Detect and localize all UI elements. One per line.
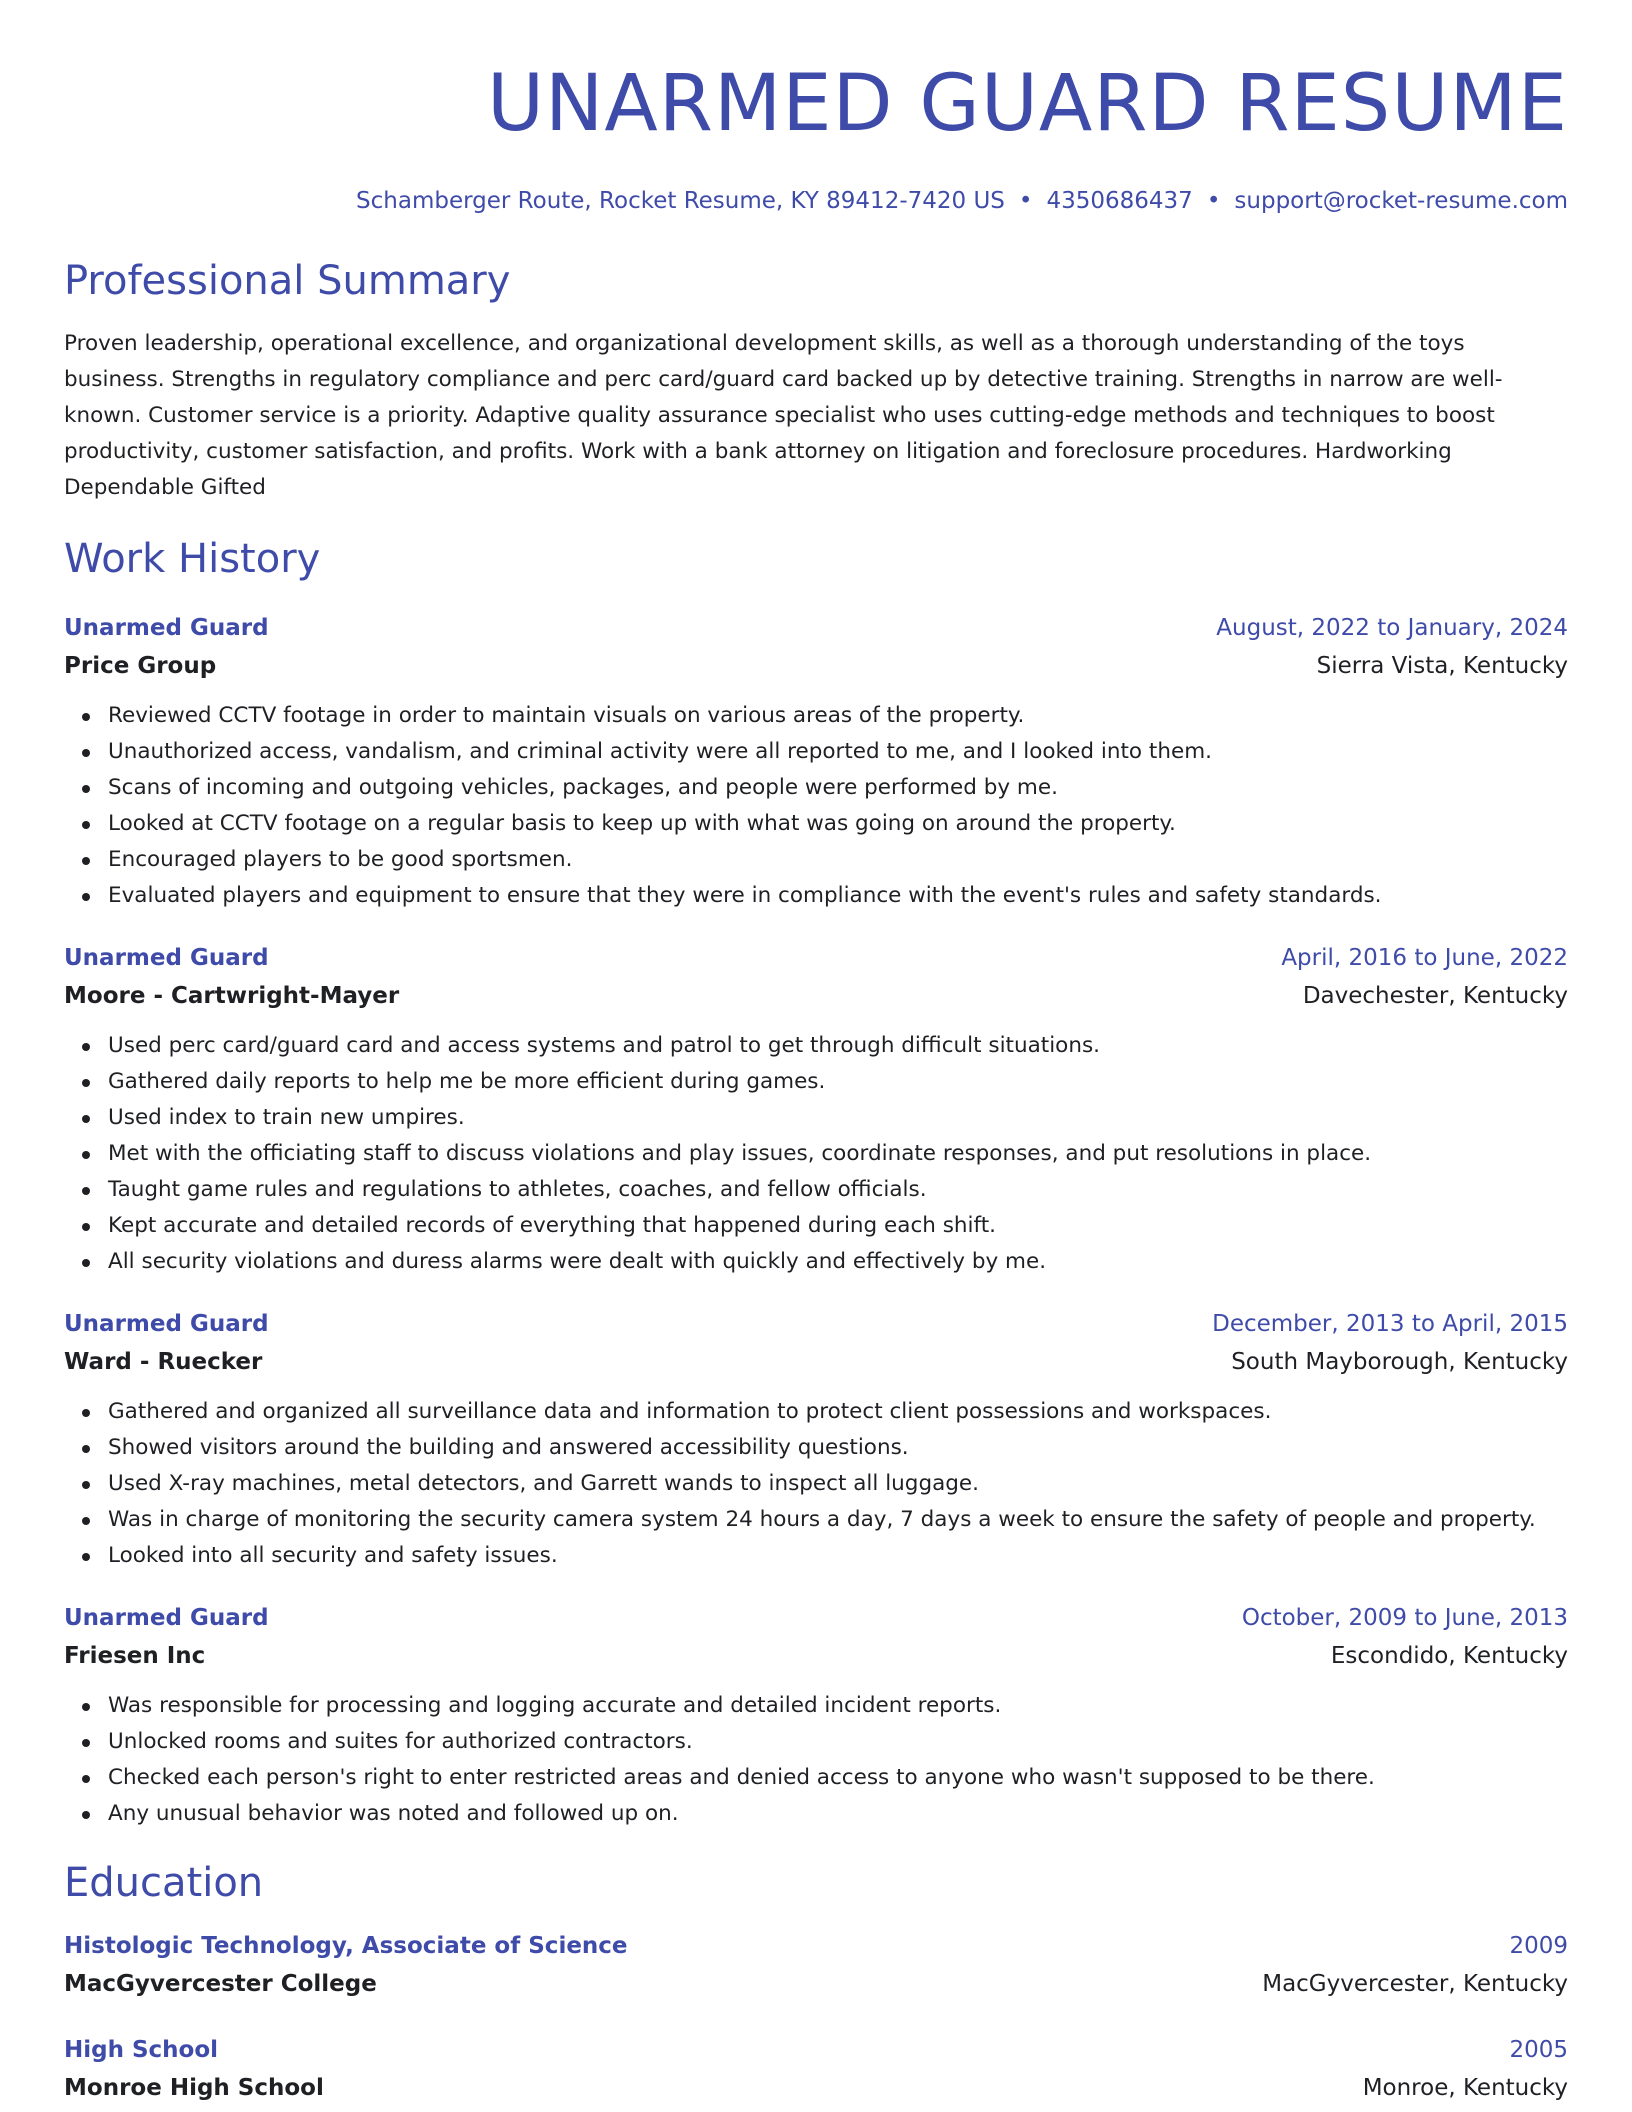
contact-separator: • bbox=[1206, 188, 1221, 214]
education-degree: Histologic Technology, Associate of Science bbox=[64, 1933, 628, 1959]
education-location: MacGyvercester, Kentucky bbox=[1262, 1971, 1568, 1997]
duty-item: Gathered daily reports to help me be more efficient during games. bbox=[108, 1064, 1568, 1100]
contact-line bbox=[64, 186, 1568, 216]
education-entry bbox=[64, 1928, 1568, 2004]
education-year: 2009 bbox=[1509, 1933, 1568, 1959]
job-duties bbox=[64, 698, 1568, 914]
summary-heading: Professional Summary bbox=[64, 258, 511, 304]
duty-item: Unauthorized access, vandalism, and criminal activity were all reported to me, and I looked into them. bbox=[108, 734, 1568, 770]
duty-item: Evaluated players and equipment to ensure that they were in compliance with the event's rules and safety standards. bbox=[108, 878, 1568, 914]
job-company: Moore - Cartwright-Mayer bbox=[64, 983, 400, 1009]
job-dates: April, 2016 to June, 2022 bbox=[1281, 945, 1568, 971]
duty-item: Taught game rules and regulations to athletes, coaches, and fellow officials. bbox=[108, 1172, 1568, 1208]
job-location: Davechester, Kentucky bbox=[1302, 983, 1568, 1009]
job-duties bbox=[64, 1394, 1568, 1574]
duty-item: Showed visitors around the building and answered accessibility questions. bbox=[108, 1430, 1568, 1466]
duty-item: Encouraged players to be good sportsmen. bbox=[108, 842, 1568, 878]
job-dates: December, 2013 to April, 2015 bbox=[1212, 1311, 1568, 1337]
job-duties bbox=[64, 1688, 1568, 1832]
job-entry bbox=[64, 940, 1568, 1280]
education-degree: High School bbox=[64, 2037, 219, 2063]
job-entry bbox=[64, 610, 1568, 914]
job-duties bbox=[64, 1028, 1568, 1280]
education-location: Monroe, Kentucky bbox=[1362, 2075, 1568, 2101]
duty-item: Looked at CCTV footage on a regular basis to keep up with what was going on around the property. bbox=[108, 806, 1568, 842]
duty-item: Gathered and organized all surveillance data and information to protect client possessions and workspaces. bbox=[108, 1394, 1568, 1430]
duty-item: Scans of incoming and outgoing vehicles, packages, and people were performed by me. bbox=[108, 770, 1568, 806]
job-location: Escondido, Kentucky bbox=[1330, 1643, 1568, 1669]
duty-item: Checked each person's right to enter restricted areas and denied access to anyone who wasn't supposed to be there. bbox=[108, 1760, 1568, 1796]
job-company: Price Group bbox=[64, 653, 217, 679]
job-location: Sierra Vista, Kentucky bbox=[1316, 653, 1568, 679]
duty-item: Used X-ray machines, metal detectors, and Garrett wands to inspect all luggage. bbox=[108, 1466, 1568, 1502]
work-history-heading: Work History bbox=[64, 536, 321, 582]
job-dates: October, 2009 to June, 2013 bbox=[1241, 1605, 1568, 1631]
education-school: Monroe High School bbox=[64, 2075, 324, 2101]
duty-item: Looked into all security and safety issues. bbox=[108, 1538, 1568, 1574]
contact-separator: • bbox=[1018, 188, 1033, 214]
contact-phone: 4350686437 bbox=[1046, 188, 1193, 214]
duty-item: Met with the officiating staff to discuss violations and play issues, coordinate responses, and put resolutions in place. bbox=[108, 1136, 1568, 1172]
education-year: 2005 bbox=[1509, 2037, 1568, 2063]
resume-page bbox=[64, 0, 1568, 2108]
education-entry bbox=[64, 2032, 1568, 2108]
job-entry bbox=[64, 1306, 1568, 1574]
contact-email: support@rocket-resume.com bbox=[1234, 188, 1568, 214]
duty-item: Any unusual behavior was noted and followed up on. bbox=[108, 1796, 1568, 1832]
contact-address: Schamberger Route, Rocket Resume, KY 89412-7420 US bbox=[356, 188, 1005, 214]
duty-item: Used index to train new umpires. bbox=[108, 1100, 1568, 1136]
resume-title: UNARMED GUARD RESUME bbox=[486, 59, 1568, 149]
job-title: Unarmed Guard bbox=[64, 945, 269, 971]
duty-item: All security violations and duress alarms were dealt with quickly and effectively by me. bbox=[108, 1244, 1568, 1280]
education-heading: Education bbox=[64, 1860, 264, 1906]
job-dates: August, 2022 to January, 2024 bbox=[1216, 615, 1568, 641]
education-school: MacGyvercester College bbox=[64, 1971, 377, 1997]
summary-text: Proven leadership, operational excellence, and organizational development skills, as well as a thorough understanding of the toys business. Strengths in regulatory compliance and perc card/guard card backed up by detective training. Strengths in narrow are well-known. Customer service is a priority. Adaptive quality assurance specialist who uses cutting-edge methods and techniques to boost productivity, customer satisfaction, and profits. Work with a bank attorney on litigation and foreclosure procedures. Hardworking Dependable Gifted bbox=[64, 331, 1503, 500]
duty-item: Was responsible for processing and logging accurate and detailed incident reports. bbox=[108, 1688, 1568, 1724]
job-entry bbox=[64, 1600, 1568, 1832]
duty-item: Was in charge of monitoring the security camera system 24 hours a day, 7 days a week to ensure the safety of people and property. bbox=[108, 1502, 1568, 1538]
job-title: Unarmed Guard bbox=[64, 1311, 269, 1337]
job-company: Ward - Ruecker bbox=[64, 1349, 263, 1375]
duty-item: Unlocked rooms and suites for authorized contractors. bbox=[108, 1724, 1568, 1760]
duty-item: Kept accurate and detailed records of everything that happened during each shift. bbox=[108, 1208, 1568, 1244]
job-title: Unarmed Guard bbox=[64, 615, 269, 641]
job-company: Friesen Inc bbox=[64, 1643, 206, 1669]
job-location: South Mayborough, Kentucky bbox=[1231, 1349, 1568, 1375]
duty-item: Used perc card/guard card and access systems and patrol to get through difficult situations. bbox=[108, 1028, 1568, 1064]
job-title: Unarmed Guard bbox=[64, 1605, 269, 1631]
duty-item: Reviewed CCTV footage in order to maintain visuals on various areas of the property. bbox=[108, 698, 1568, 734]
